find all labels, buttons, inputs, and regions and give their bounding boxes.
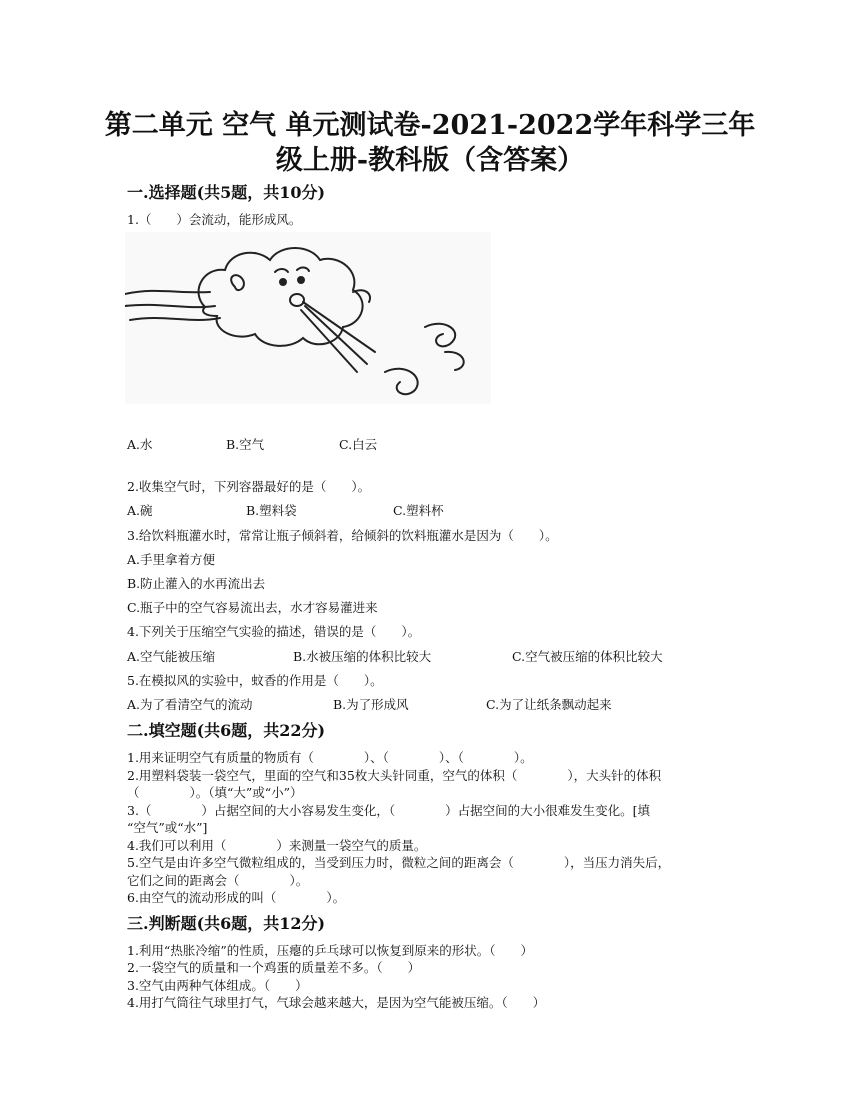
q1-option-a: A.水 [127,437,153,452]
q3-option-c: C.瓶子中的空气容易流出去，水才容易灌进来 [127,600,378,615]
judge-line: 4.用打气筒往气球里打气，气球会越来越大，是因为空气能被压缩。（ ） [127,995,546,1010]
q3-option-b: B.防止灌入的水再流出去 [127,576,266,591]
fill-line: 2.用塑料袋装一袋空气，里面的空气和35枚大头针同重，空气的体积（ ），大头针的体积 [127,768,662,783]
q5-option-b: B.为了形成风 [333,697,409,712]
section-heading-fill-blank: 二.填空题(共6题，共22分) [127,721,326,740]
wind-cloud-illustration [125,232,491,404]
judge-line: 1.利用“热胀冷缩”的性质，压瘪的乒乓球可以恢复到原来的形状。（ ） [127,943,533,958]
question-2-stem: 2.收集空气时，下列容器最好的是（ ）。 [127,479,371,494]
blowing-cloud-drawing [125,232,491,404]
question-4-stem: 4.下列关于压缩空气实验的描述，错误的是（ ）。 [127,624,421,639]
q3-option-a: A.手里拿着方便 [127,552,216,567]
page-title-line-2: 级上册-教科版（含答案） [275,145,585,176]
fill-line: 4.我们可以利用（ ）来测量一袋空气的质量。 [127,838,427,853]
question-5-stem: 5.在模拟风的实验中，蚊香的作用是（ ）。 [127,673,383,688]
q2-option-c: C.塑料杯 [393,503,444,518]
q4-option-c: C.空气被压缩的体积比较大 [512,649,663,664]
q4-option-b: B.水被压缩的体积比较大 [293,649,432,664]
q2-option-a: A.碗 [127,503,153,518]
fill-line: （ ）。（填“大”或“小”） [127,785,303,800]
judge-line: 2.一袋空气的质量和一个鸡蛋的质量差不多。（ ） [127,960,421,975]
fill-line: “空气”或“水”] [127,820,208,835]
q1-option-b: B.空气 [226,437,265,452]
q5-option-c: C.为了让纸条飘动起来 [486,697,612,712]
judge-line: 3.空气由两种气体组成。（ ） [127,978,308,993]
question-1-stem: 1.（ ）会流动，能形成风。 [127,212,302,227]
q2-option-b: B.塑料袋 [246,503,297,518]
question-3-stem: 3.给饮料瓶灌水时，常常让瓶子倾斜着，给倾斜的饮料瓶灌水是因为（ ）。 [127,528,558,543]
section-heading-choice: 一.选择题(共5题，共10分) [127,183,326,202]
fill-line: 它们之间的距离会（ ）。 [127,873,309,888]
fill-line: 1.用来证明空气有质量的物质有（ ）、（ ）、（ ）。 [127,750,533,765]
q5-option-a: A.为了看清空气的流动 [127,697,253,712]
fill-line: 6.由空气的流动形成的叫（ ）。 [127,890,346,905]
fill-line: 5.空气是由许多空气微粒组成的，当受到压力时，微粒之间的距离会（ ），当压力消失后， [127,855,671,870]
section-heading-true-false: 三.判断题(共6题，共12分) [127,914,326,933]
q4-option-a: A.空气能被压缩 [127,649,216,664]
fill-line: 3.（ ）占据空间的大小容易发生变化，（ ）占据空间的大小很难发生变化。[填 [127,803,651,818]
q1-option-c: C.白云 [339,437,378,452]
page-title-line-1: 第二单元 空气 单元测试卷-2021-2022学年科学三年 [104,110,756,141]
